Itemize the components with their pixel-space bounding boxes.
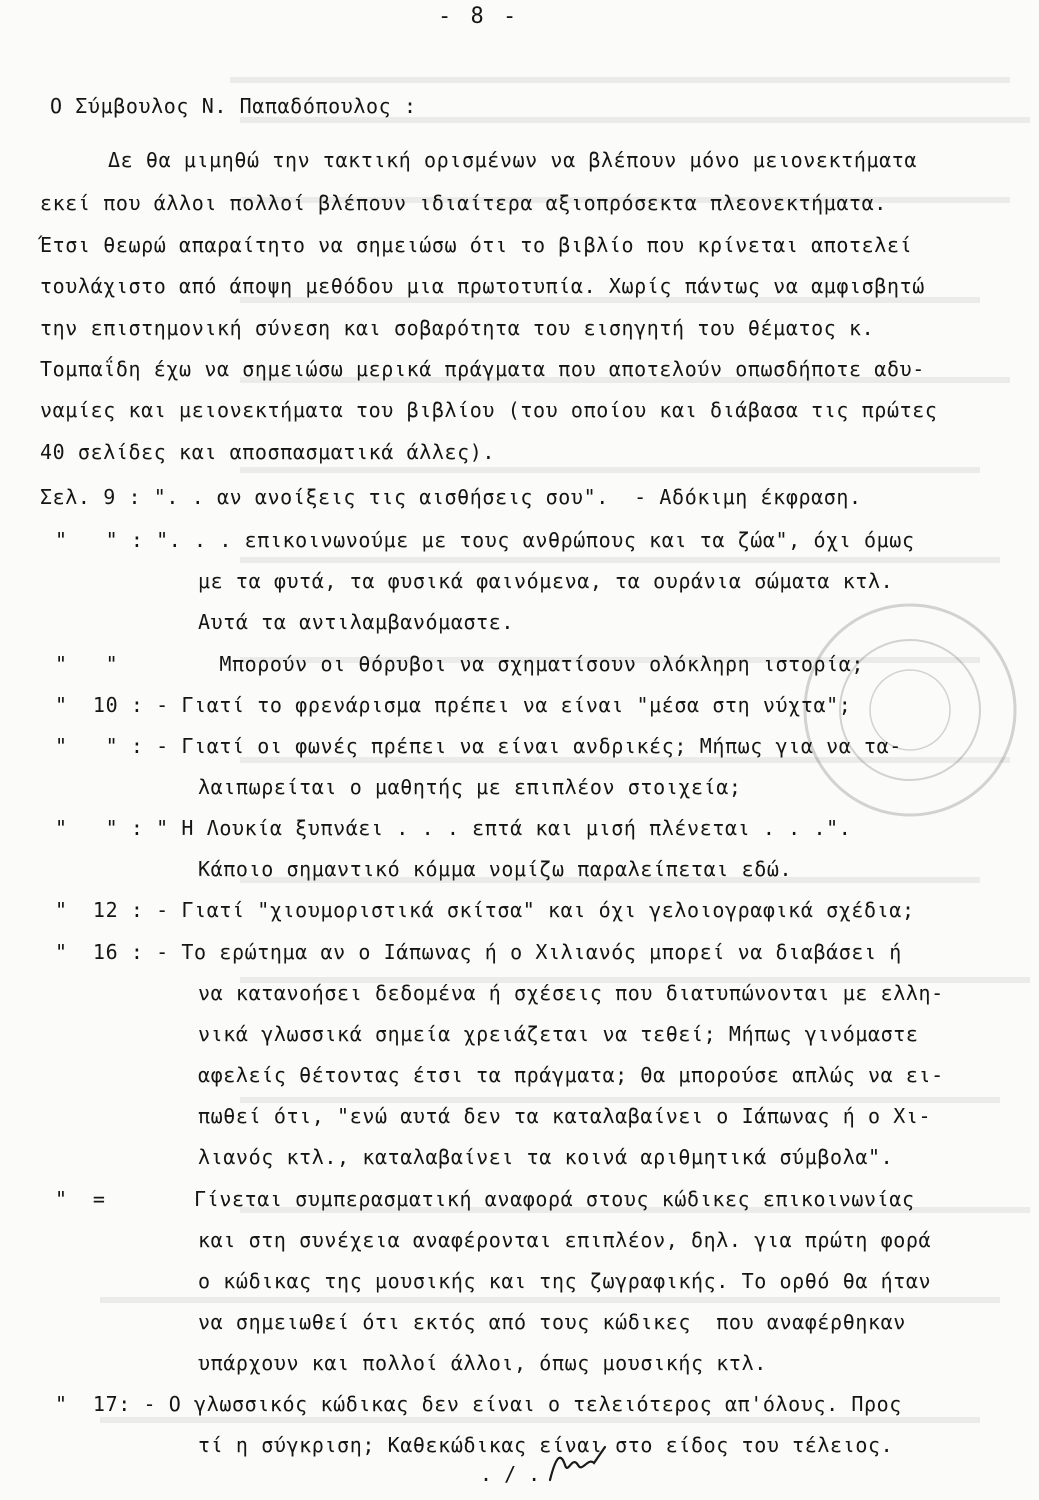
comment-line: Κάποιο σημαντικό κόμμα νομίζω παραλείπεται εδώ.	[198, 857, 793, 881]
comment-line: " " : ". . . επικοινωνούμε με τους ανθρώπους και τα ζώα", όχι όμως	[55, 528, 915, 552]
intro-line: Έτσι θεωρώ απαραίτητο να σημειώσω ότι το βιβλίο που κρίνεται αποτελεί	[40, 233, 913, 257]
comment-line: " 16 : - Το ερώτημα αν ο Ιάπωνας ή ο Χιλιανός μπορεί να διαβάσει ή	[55, 940, 902, 964]
comment-line: λιανός κτλ., καταλαβαίνει τα κοινά αριθμητικά σύμβολα".	[198, 1145, 894, 1169]
comment-line: " 10 : - Γιατί το φρενάρισμα πρέπει να είναι "μέσα στη νύχτα";	[55, 693, 852, 717]
intro-line: τουλάχιστο από άποψη μεθόδου μια πρωτοτυπία. Χωρίς πάντως να αμφισβητώ	[40, 274, 925, 298]
comment-line: " " : " Η Λουκία ξυπνάει . . . επτά και μισή πλένεται . . .".	[55, 816, 852, 840]
intro-line: Τομπαΐδη έχω να σημειώσω μερικά πράγματα που αποτελούν οπωσδήποτε αδυ-	[40, 357, 925, 381]
comment-line: τί η σύγκριση; Καθεκώδικας είναι στο είδος του τέλειος.	[198, 1433, 894, 1457]
handwritten-signature-icon	[480, 1435, 640, 1495]
speaker-heading: Ο Σύμβουλος Ν. Παπαδόπουλος :	[50, 94, 417, 118]
continuation-mark: . / .	[480, 1462, 541, 1486]
comment-line: να σημειωθεί ότι εκτός από τους κώδικες που αναφέρθηκαν	[198, 1310, 906, 1334]
page-number: - 8 -	[438, 4, 520, 29]
intro-line: Δε θα μιμηθώ την τακτική ορισμένων να βλέπουν μόνο μειονεκτήματα	[108, 148, 918, 172]
comment-line: και στη συνέχεια αναφέρονται επιπλέον, δηλ. για πρώτη φορά	[198, 1228, 932, 1252]
comment-line: " 17: - Ο γλωσσικός κώδικας δεν είναι ο τελειότερος απ'όλους. Προς	[55, 1392, 902, 1416]
comment-line: να κατανοήσει δεδομένα ή σχέσεις που διατυπώνονται με ελλη-	[198, 981, 944, 1005]
comment-line: Σελ. 9 : ". . αν ανοίξεις τις αισθήσεις σου". - Αδόκιμη έκφραση.	[40, 485, 862, 509]
intro-line: ναμίες και μειονεκτήματα του βιβλίου (του οποίου και διάβασα τις πρώτες	[40, 398, 938, 422]
comment-line: λαιπωρείται ο μαθητής με επιπλέον στοιχεία;	[198, 775, 742, 799]
comment-line: υπάρχουν και πολλοί άλλοι, όπως μουσικής κτλ.	[198, 1351, 767, 1375]
comment-line: νικά γλωσσικά σημεία χρειάζεται να τεθεί; Μήπως γινόμαστε	[198, 1022, 919, 1046]
comment-line: πωθεί ότι, "ενώ αυτά δεν τα καταλαβαίνει ο Ιάπωνας ή ο Χι-	[198, 1104, 932, 1128]
comment-line: με τα φυτά, τα φυσικά φαινόμενα, τα ουράνια σώματα κτλ.	[198, 569, 894, 593]
comment-line: ο κώδικας της μουσικής και της ζωγραφικής. Το ορθό θα ήταν	[198, 1269, 932, 1293]
intro-line: εκεί που άλλοι πολλοί βλέπουν ιδιαίτερα αξιοπρόσεκτα πλεονεκτήματα.	[40, 191, 887, 215]
comment-line: " " Μπορούν οι θόρυβοι να σχηματίσουν ολόκληρη ιστορία;	[55, 652, 865, 676]
comment-line: " = Γίνεται συμπερασματική αναφορά στους κώδικες επικοινωνίας	[55, 1187, 915, 1211]
comment-line: " 12 : - Γιατί "χιουμοριστικά σκίτσα" και όχι γελοιογραφικά σχέδια;	[55, 898, 915, 922]
intro-line: την επιστημονική σύνεση και σοβαρότητα του εισηγητή του θέματος κ.	[40, 316, 875, 340]
comment-line: " " : - Γιατί οι φωνές πρέπει να είναι ανδρικές; Μήπως για να τα-	[55, 734, 902, 758]
comment-line: αφελείς θέτοντας έτσι τα πράγματα; Θα μπορούσε απλώς να ει-	[198, 1063, 944, 1087]
intro-line: 40 σελίδες και αποσπασματικά άλλες).	[40, 440, 496, 464]
comment-line: Αυτά τα αντιλαμβανόμαστε.	[198, 610, 515, 634]
